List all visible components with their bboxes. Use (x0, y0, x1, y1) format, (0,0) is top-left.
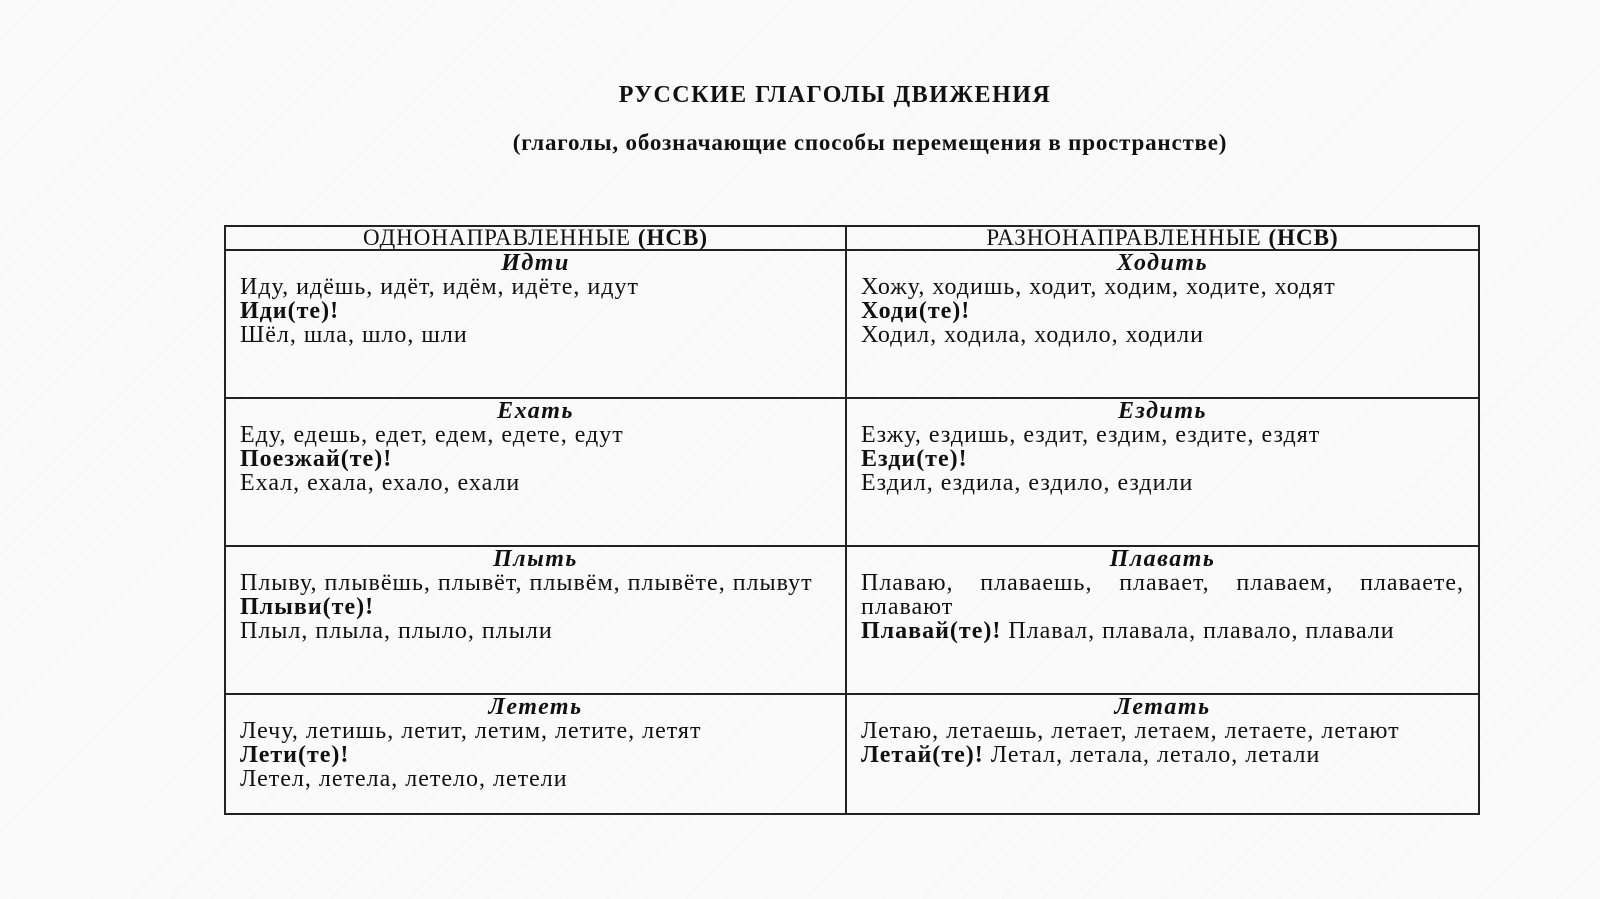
table-row (225, 546, 1479, 694)
verbs-table (224, 225, 1480, 815)
verb-infinitive: Идти (501, 250, 570, 276)
verb-infinitive: Летать (1114, 694, 1211, 720)
verb-imperative: Лети(те)! (240, 742, 350, 768)
page-subtitle: (глаголы, обозначающие способы перемещения в пространстве) (512, 130, 1228, 155)
verb-cell-right (846, 250, 1479, 398)
verb-infinitive: Плавать (1109, 546, 1216, 572)
verb-past-forms: Летал, летала, летало, летали (990, 742, 1321, 768)
verb-imperative: Иди(те)! (240, 298, 340, 324)
header-label: ОДНОНАПРАВЛЕННЫЕ (362, 225, 632, 250)
verb-past-forms: Ехал, ехала, ехало, ехали (240, 470, 521, 496)
verb-present-forms: Хожу, ходишь, ходит, ходим, ходите, ходят (861, 274, 1336, 300)
verb-cell-left (225, 694, 846, 814)
verb-imperative-and-past (861, 619, 1464, 643)
header-aspect: (НСВ) (1268, 225, 1339, 250)
verb-cell-left (225, 398, 846, 546)
verb-present-forms: Езжу, ездишь, ездит, ездим, ездите, ездят (861, 422, 1321, 448)
verb-present-forms: Летаю, летаешь, летает, летаем, летаете, летают (861, 718, 1400, 744)
verb-cell-right (846, 694, 1479, 814)
verb-cell-right (846, 398, 1479, 546)
verb-past-forms: Плыл, плыла, плыло, плыли (240, 618, 553, 644)
verb-past-forms: Ходил, ходила, ходило, ходили (861, 322, 1204, 348)
verb-infinitive: Ехать (497, 398, 574, 424)
verb-imperative-and-past (861, 743, 1464, 767)
verb-present-forms: Плаваю, плаваешь, плавает, плаваем, плаваете, плавают (861, 570, 1464, 620)
verb-present-forms: Лечу, летишь, летит, летим, летите, летят (240, 718, 702, 744)
header-label: РАЗНОНАПРАВЛЕННЫЕ (986, 225, 1262, 250)
table-row (225, 398, 1479, 546)
verb-present-forms: Плыву, плывёшь, плывёт, плывём, плывёте, плывут (240, 570, 813, 596)
page-title: РУССКИЕ ГЛАГОЛЫ ДВИЖЕНИЯ (618, 82, 1052, 108)
verb-imperative: Летай(те)! (861, 742, 984, 768)
verb-past-forms: Летел, летела, летело, летели (240, 766, 568, 792)
table-header-row (225, 226, 1479, 250)
verb-imperative: Ходи(те)! (861, 298, 971, 324)
verb-past-forms: Плавал, плавала, плавало, плавали (1008, 618, 1395, 644)
header-multidirectional (846, 226, 1479, 250)
verb-past-forms: Шёл, шла, шло, шли (240, 322, 468, 348)
verb-past-forms: Ездил, ездила, ездило, ездили (861, 470, 1194, 496)
verb-infinitive: Лететь (488, 694, 583, 720)
verb-imperative: Езди(те)! (861, 446, 968, 472)
header-aspect: (НСВ) (637, 225, 709, 250)
verb-imperative: Плыви(те)! (240, 594, 375, 620)
verb-cell-right (846, 546, 1479, 694)
verb-present-forms: Иду, идёшь, идёт, идём, идёте, идут (240, 274, 639, 300)
verb-imperative: Плавай(те)! (861, 618, 1002, 644)
header-unidirectional (225, 226, 846, 250)
verb-imperative: Поезжай(те)! (240, 446, 393, 472)
verb-infinitive: Ездить (1118, 398, 1207, 424)
verb-cell-left (225, 546, 846, 694)
verb-cell-left (225, 250, 846, 398)
table-row (225, 694, 1479, 814)
verb-infinitive: Плыть (493, 546, 578, 572)
verb-infinitive: Ходить (1116, 250, 1209, 276)
table-row (225, 250, 1479, 398)
verb-present-forms: Еду, едешь, едет, едем, едете, едут (240, 422, 624, 448)
